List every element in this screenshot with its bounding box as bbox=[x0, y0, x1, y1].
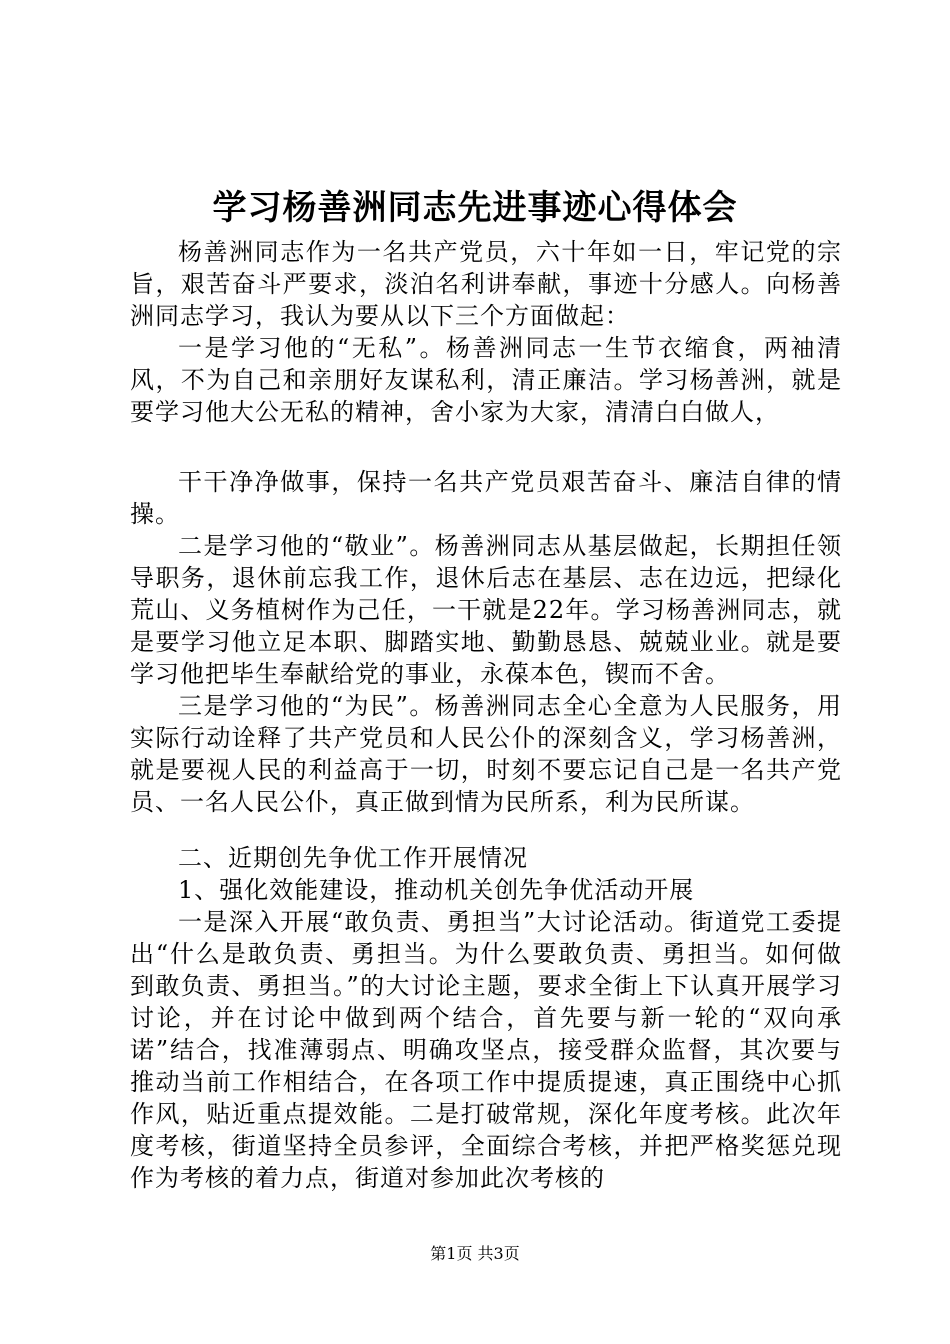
paragraph-gap bbox=[130, 818, 842, 842]
subsection-heading: 1、强化效能建设，推动机关创先争优活动开展 bbox=[178, 876, 695, 904]
document-body bbox=[130, 236, 842, 1194]
paragraph-intro: 杨善洲同志作为一名共产党员，六十年如一日，牢记党的宗旨，艰苦奋斗严要求，淡泊名利讲奉献，事迹十分感人。向杨善洲同志学习，我认为要从以下三个方面做起： bbox=[130, 238, 842, 330]
page-footer: 第1页 共3页 bbox=[430, 1244, 520, 1263]
paragraph-selfless-continued: 干干净净做事，保持一名共产党员艰苦奋斗、廉洁自律的情操。 bbox=[130, 468, 842, 528]
paragraph-selfless: 一是学习他的“无私”。杨善洲同志一生节衣缩食，两袖清风，不为自己和亲朋好友谋私利，清正廉洁。学习杨善洲，就是要学习他大公无私的精神，舍小家为大家，清清白白做人， bbox=[130, 334, 842, 426]
paragraph-for-people: 三是学习他的“为民”。杨善洲同志全心全意为人民服务，用实际行动诠释了共产党员和人民公仆的深刻含义，学习杨善洲，就是要视人民的利益高于一切，时刻不要忘记自己是一名共产党员、一名人民公仆，真正做到情为民所系，利为民所谋。 bbox=[130, 692, 842, 816]
paragraph-gap bbox=[130, 428, 842, 466]
section-heading: 二、近期创先争优工作开展情况 bbox=[178, 844, 528, 872]
document-title: 学习杨善洲同志先进事迹心得体会 bbox=[212, 188, 738, 228]
paragraph-activities: 一是深入开展“敢负责、勇担当”大讨论活动。街道党工委提出“什么是敢负责、勇担当。为什么要敢负责、勇担当。如何做到敢负责、勇担当。”的大讨论主题，要求全街上下认真开展学习讨论，并在讨论中做到两个结合，首先要与新一轮的“双向承诺”结合，找准薄弱点、明确攻坚点，接受群众监督，其次要与推动当前工作相结合，在各项工作中提质提速，真正围绕中心抓作风，贴近重点提效能。二是打破常规，深化年度考核。此次年度考核，街道坚持全员参评，全面综合考核，并把严格奖惩兑现作为考核的着力点，街道对参加此次考核的 bbox=[130, 908, 842, 1192]
paragraph-dedication: 二是学习他的“敬业”。杨善洲同志从基层做起，长期担任领导职务，退休前忘我工作，退休后志在基层、志在边远，把绿化荒山、义务植树作为己任，一干就是22年。学习杨善洲同志，就是要学习他立足本职、脚踏实地、勤勤恳恳、兢兢业业。就是要学习他把毕生奉献给党的事业，永葆本色，锲而不舍。 bbox=[130, 532, 842, 688]
